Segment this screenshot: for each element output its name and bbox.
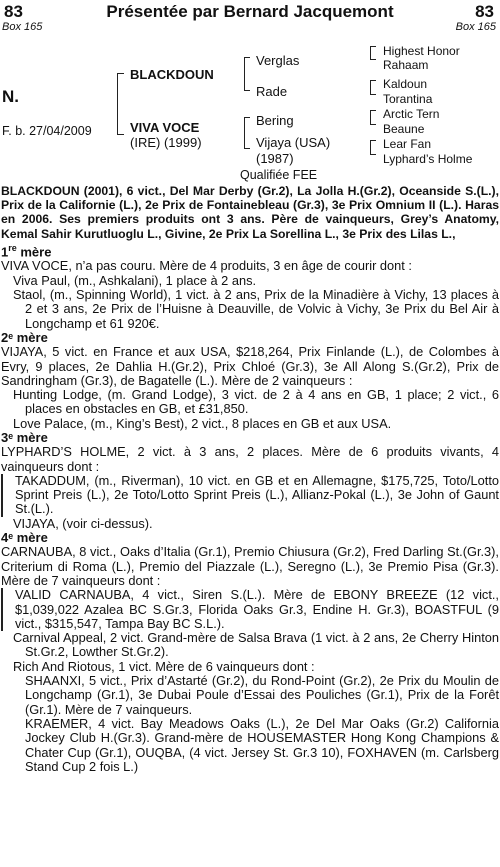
ggp-3: Kaldoun	[383, 77, 428, 91]
qualified-fee: Qualifiée FEE	[240, 168, 318, 182]
catalogue-body	[1, 184, 499, 774]
ggp-8: Lyphard’s Holme	[383, 152, 473, 166]
bracket-ss	[370, 46, 376, 60]
box-right: Box 165	[455, 21, 496, 33]
pedigree-bracket-sire	[244, 57, 250, 91]
dam-heading-sup: re	[8, 242, 17, 253]
para-carnauba: CARNAUBA, 8 vict., Oaks d’Italia (Gr.1), Premio Chiusura (Gr.2), Fred Darling St.(Gr.3), Criterium di Roma (L.), Premio del Piazzale (L.), Seregno (L.), 3e Premio Pisa (Gr.3). Mère de 7 vainqueurs dont :	[1, 544, 499, 588]
dam-heading-num: 1	[1, 244, 9, 260]
dam-origin: (IRE) (1999)	[130, 135, 202, 150]
foaling-date: F. b. 27/04/2009	[2, 124, 92, 138]
para-hunting-lodge: Hunting Lodge, (m. Grand Lodge), 3 vict. de 2 à 4 ans en GB, 1 place; 2 vict., 6 places en obstacles en GB, et £31,850.	[13, 387, 499, 417]
dam-heading-word: mère	[16, 244, 52, 260]
para-takaddum: TAKADDUM, (m., Riverman), 10 vict. en GB et en Allemagne, $175,725, Toto/Lotto Sprint Preis (L.), 2e Toto/Lotto Sprint Preis (L.), Allianz-Pokal (L.), 3e John of Gaunt St.(L.).	[1, 474, 499, 517]
page-title: Présentée par Bernard Jacquemont	[106, 2, 394, 21]
lot-number-right: 83	[475, 2, 494, 21]
heading-3rd-dam: 3ᵉ mère	[1, 430, 48, 445]
para-vijaya-ref: VIJAYA, (voir ci-dessus).	[13, 515, 153, 531]
horse-name: N.	[2, 87, 19, 106]
heading-1st-dam	[1, 241, 499, 260]
pedigree-bracket-main	[117, 73, 124, 135]
ggp-5: Arctic Tern	[383, 107, 440, 121]
grandsire-paternal: Verglas	[256, 53, 300, 68]
ggp-7: Lear Fan	[383, 137, 432, 151]
ggp-2: Rahaam	[383, 58, 429, 72]
para-viva-paul: Viva Paul, (m., Ashkalani), 1 place à 2 ans.	[13, 272, 257, 288]
heading-4th-dam: 4ᵉ mère	[1, 530, 48, 546]
granddam-maternal: Vijaya (USA)	[256, 135, 331, 150]
para-love-palace: Love Palace, (m., King’s Best), 2 vict., 8 places en GB et aux USA.	[13, 415, 392, 431]
sire-name: BLACKDOUN	[130, 67, 214, 82]
granddam-maternal-year: (1987)	[256, 151, 294, 166]
para-vijaya: VIJAYA, 5 vict. en France et aux USA, $218,264, Prix Finlande (L.), de Colombes à Evry, 9 places, 2e Dahlia H.(Gr.2), Prix Chloé (Gr.3), 3e All Along S.(Gr.2), Prix de Sandringham (Gr.3), de Bagatelle (L.). Mère de 2 vainqueurs :	[1, 344, 499, 388]
para-valid-carnauba: VALID CARNAUBA, 4 vict., Siren S.(L.). Mère de EBONY BREEZE (12 vict., $1,039,022 Azalea BC S.Gr.3, Florida Oaks Gr.3, Endine H. Gr.3), BOASTFUL (9 vict., $315,547, Tampa Bay BC S.L.).	[1, 588, 499, 631]
ggp-4: Torantina	[383, 92, 433, 106]
para-staol: Staol, (m., Spinning World), 1 vict. à 2 ans, Prix de la Minadière à Vichy, 13 places à 2 et 3 ans, 2e Prix de l’Huisne à Deauville, de Volvic à Vichy, 3e Prix du Bel Air à Longchamp et 61 920€.	[13, 287, 499, 331]
para-kraemer: KRAEMER, 4 vict. Bay Meadows Oaks (L.), 2e Del Mar Oaks (Gr.2) California Jockey Club H.(Gr.3). Grand-mère de HOUSEMASTER Hong Kong Champions & Chater Cup (Gr.1), OUQBA, (4 vict. Jersey St. Gr.3 10), FOXHAVEN (m. Carlsberg Stand Cup 2 fois L.)	[25, 715, 499, 774]
bracket-ds	[370, 110, 376, 125]
para-shaanxi: SHAANXI, 5 vict., Prix d’Astarté (Gr.2), du Rond-Point (Gr.2), 2e Prix du Moulin de Longchamp (Gr.1), 3e Dubai Poule d’Essai des Pouliches (Gr.1), Prix de la Forêt (Gr.1). Mère de 7 vainqueurs.	[25, 673, 499, 717]
pedigree-bracket-dam	[244, 117, 250, 149]
para-lyphards-holme: LYPHARD’S HOLME, 2 vict. à 3 ans, 2 places. Mère de 6 produits vivants, 4 vainqueurs dont :	[1, 444, 499, 474]
lot-number-left: 83	[4, 2, 23, 21]
sire-intro: BLACKDOUN (2001), 6 vict., Del Mar Derby (Gr.2), La Jolla H.(Gr.2), Oceanside S.(L.), Prix de la Californie (L.), 2e Prix de Fontainebleau (Gr.3), 3e Prix Omnium II (L.). Haras en 2006. Ses premiers produits ont 3 ans. Père de vainqueurs, Grey’s Anatomy, Kemal Sahir Kurutluoglu L., Givine, 2e Prix La Sorellina L., 3e Prix des Lilas L.,	[1, 184, 499, 241]
bracket-dd	[370, 140, 376, 155]
grandsire-maternal: Bering	[256, 113, 294, 128]
para-viva-voce: VIVA VOCE, n’a pas couru. Mère de 4 produits, 3 en âge de courir dont :	[1, 258, 412, 274]
bracket-sd	[370, 80, 376, 95]
ggp-1: Highest Honor	[383, 44, 460, 58]
para-carnival-appeal: Carnival Appeal, 2 vict. Grand-mère de Salsa Brava (1 vict. à 2 ans, 2e Cherry Hinton St.Gr.2, Lowther St.Gr.2).	[13, 630, 499, 660]
heading-2nd-dam: 2ᵉ mère	[1, 329, 48, 345]
para-rich-and-riotous: Rich And Riotous, 1 vict. Mère de 6 vainqueurs dont :	[13, 658, 315, 674]
dam-name: VIVA VOCE	[130, 120, 200, 135]
ggp-6: Beaune	[383, 122, 425, 136]
granddam-paternal: Rade	[256, 84, 288, 99]
box-left: Box 165	[2, 21, 43, 33]
